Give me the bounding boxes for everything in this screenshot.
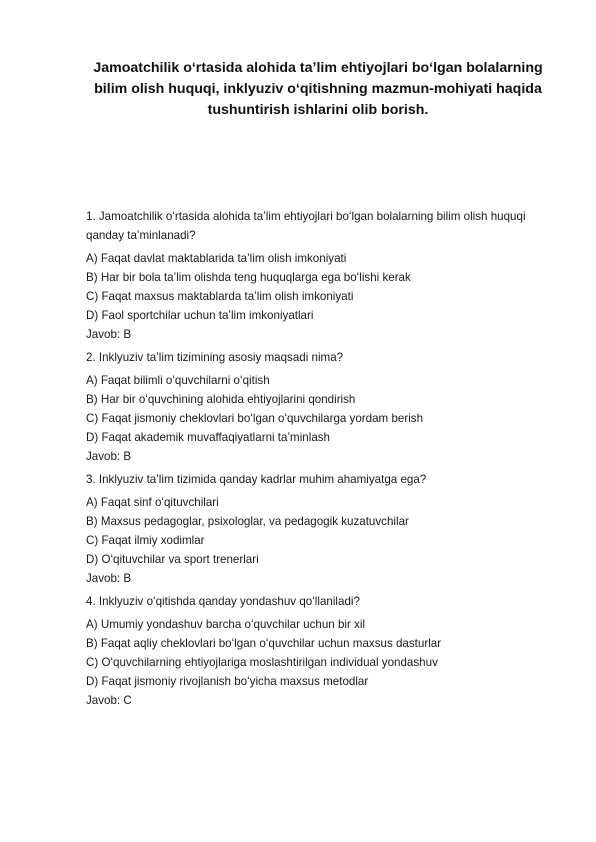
question-text: 2. Inklyuziv taʼlim tizimining asosiy maqsadi nima?	[86, 351, 344, 364]
question-list	[86, 207, 556, 714]
question-4	[86, 592, 556, 710]
answer: Javob: B	[86, 328, 132, 341]
option-b: B) Har bir oʻquvchining alohida ehtiyojlarini qondirish	[86, 393, 356, 406]
question-1	[86, 207, 556, 344]
option-b: B) Faqat aqliy cheklovlari boʻlgan oʻquvchilar uchun maxsus dasturlar	[86, 637, 442, 650]
option-c: C) Faqat ilmiy xodimlar	[86, 534, 205, 547]
option-c: C) Faqat maxsus maktablarda taʼlim olish imkoniyati	[86, 290, 354, 303]
option-c: C) Faqat jismoniy cheklovlari boʻlgan oʻquvchilarga yordam berish	[86, 412, 424, 425]
option-b: B) Maxsus pedagoglar, psixologlar, va pedagogik kuzatuvchilar	[86, 515, 409, 528]
option-d: D) Faol sportchilar uchun taʼlim imkoniyatlari	[86, 309, 314, 322]
option-a: A) Faqat bilimli oʻquvchilarni oʻqitish	[86, 374, 270, 387]
question-3	[86, 470, 556, 588]
document-title: Jamoatchilik oʻrtasida alohida taʼlim ehtiyojlari boʻlgan bolalarning bilim olish huquqi, inklyuziv oʻqitishning mazmun-mohiyati haqida tushuntirish ishlarini olib borish.	[93, 60, 543, 118]
answer: Javob: B	[86, 572, 132, 585]
option-d: D) Faqat jismoniy rivojlanish boʻyicha maxsus metodlar	[86, 675, 369, 688]
option-a: A) Umumiy yondashuv barcha oʻquvchilar uchun bir xil	[86, 618, 366, 631]
option-c: C) Oʻquvchilarning ehtiyojlariga moslashtirilgan individual yondashuv	[86, 656, 438, 669]
option-a: A) Faqat davlat maktablarida taʼlim olish imkoniyati	[86, 252, 347, 265]
question-2	[86, 348, 556, 466]
question-text: 1. Jamoatchilik oʻrtasida alohida taʼlim ehtiyojlari boʻlgan bolalarning bilim olish huquqi qanday taʼminlanadi?	[86, 210, 526, 242]
answer: Javob: B	[86, 450, 132, 463]
option-a: A) Faqat sinf oʻqituvchilari	[86, 496, 219, 509]
option-b: B) Har bir bola taʼlim olishda teng huquqlarga ega boʻlishi kerak	[86, 271, 411, 284]
answer: Javob: C	[86, 694, 132, 707]
option-d: D) Faqat akademik muvaffaqiyatlarni taʼminlash	[86, 431, 331, 444]
question-text: 3. Inklyuziv taʼlim tizimida qanday kadrlar muhim ahamiyatga ega?	[86, 473, 427, 486]
question-text: 4. Inklyuziv oʻqitishda qanday yondashuv qoʻllaniladi?	[86, 595, 360, 608]
option-d: D) Oʻqituvchilar va sport trenerlari	[86, 553, 259, 566]
